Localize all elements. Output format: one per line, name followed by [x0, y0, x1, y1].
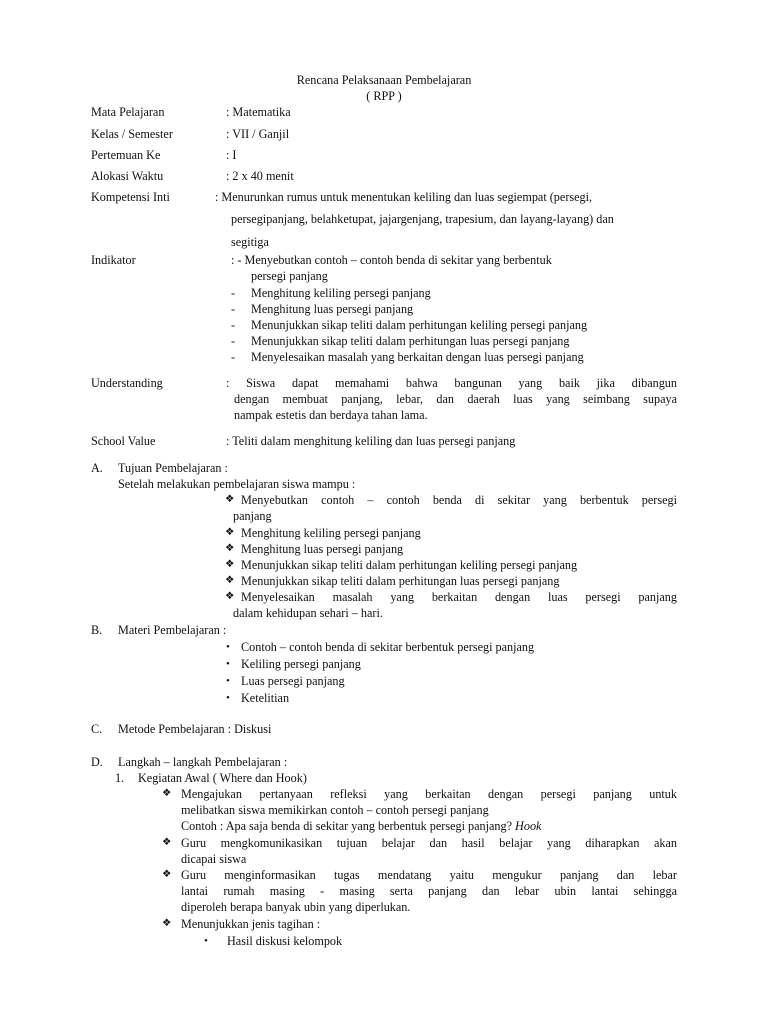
mata-pelajaran-label: Mata Pelajaran: [91, 105, 165, 119]
mata-pelajaran-value: : Matematika: [226, 105, 291, 119]
diamond-bullet-icon: ❖: [162, 869, 172, 880]
diamond-bullet-icon: ❖: [162, 918, 172, 929]
school-value-value: : Teliti dalam menghitung keliling dan luas persegi panjang: [226, 434, 516, 448]
indikator-dash: -: [231, 318, 236, 332]
section-b-title: Materi Pembelajaran :: [118, 623, 227, 637]
section-c-title: Metode Pembelajaran : Diskusi: [118, 722, 272, 736]
section-b-letter: B.: [91, 623, 103, 637]
section-a-letter: A.: [91, 461, 103, 475]
kompetensi-line-2: persegipanjang, belahketupat, jajargenjang, trapesium, dan layang-layang) dan: [231, 212, 614, 226]
kegiatan-item-4: Menunjukkan jenis tagihan :: [181, 917, 321, 931]
understanding-line-2: dengan membuat panjang, lebar, dan daerah luas yang seimbang supaya: [234, 392, 677, 406]
diamond-bullet-icon: ❖: [225, 559, 235, 570]
kelas-label: Kelas / Semester: [91, 127, 173, 141]
kegiatan-item-2-line-2: dicapai siswa: [181, 852, 247, 866]
tujuan-item-3: Menghitung luas persegi panjang: [241, 542, 404, 556]
bullet-icon: •: [226, 675, 230, 687]
indikator-item: Menunjukkan sikap teliti dalam perhitungan luas persegi panjang: [251, 334, 570, 348]
indikator-first-line-1: : - Menyebutkan contoh – contoh benda di sekitar yang berbentuk: [231, 253, 552, 267]
indikator-item: Menyelesaikan masalah yang berkaitan dengan luas persegi panjang: [251, 350, 584, 364]
section-c-letter: C.: [91, 722, 103, 736]
tujuan-item-6-line-2: dalam kehidupan sehari – hari.: [233, 606, 383, 620]
diamond-bullet-icon: ❖: [162, 788, 172, 799]
tujuan-item-2: Menghitung keliling persegi panjang: [241, 526, 421, 540]
kegiatan-awal-title: Kegiatan Awal ( Where dan Hook): [138, 771, 307, 785]
tagihan-item: Hasil diskusi kelompok: [227, 934, 343, 948]
tujuan-item-5: Menunjukkan sikap teliti dalam perhitungan luas persegi panjang: [241, 574, 560, 588]
kegiatan-item-2-line-1: Guru mengkomunikasikan tujuan belajar dan hasil belajar yang diharapkan akan: [181, 836, 677, 850]
contoh-question: Contoh : Apa saja benda di sekitar yang berbentuk persegi panjang?: [181, 819, 512, 833]
document-subtitle: ( RPP ): [366, 89, 402, 103]
diamond-bullet-icon: ❖: [225, 527, 235, 538]
bullet-icon: •: [226, 692, 230, 704]
section-d-title: Langkah – langkah Pembelajaran :: [118, 755, 288, 769]
kegiatan-awal-number: 1.: [115, 771, 125, 785]
kegiatan-item-1-line-3: [181, 818, 541, 834]
materi-item: Luas persegi panjang: [241, 674, 345, 688]
section-a-intro: Setelah melakukan pembelajaran siswa mampu :: [118, 477, 356, 491]
kegiatan-item-3-line-3: diperoleh berapa banyak ubin yang diperlukan.: [181, 900, 411, 914]
indikator-dash: -: [231, 350, 236, 364]
indikator-dash: -: [231, 334, 236, 348]
indikator-first-line-2: persegi panjang: [251, 269, 328, 283]
indikator-item: Menghitung keliling persegi panjang: [251, 286, 431, 300]
kelas-value: : VII / Ganjil: [226, 127, 290, 141]
kegiatan-item-1-line-2: melibatkan siswa memikirkan contoh – contoh persegi panjang: [181, 803, 489, 817]
kegiatan-item-3-line-2: lantai rumah masing - masing serta panjang dan lebar ubin lantai sehingga: [181, 884, 677, 898]
indikator-item: Menunjukkan sikap teliti dalam perhitungan keliling persegi panjang: [251, 318, 588, 332]
tujuan-item-1-line-2: panjang: [233, 509, 272, 523]
pertemuan-label: Pertemuan Ke: [91, 148, 161, 162]
bullet-icon: •: [226, 658, 230, 670]
kegiatan-item-1-line-1: Mengajukan pertanyaan refleksi yang berkaitan dengan persegi panjang untuk: [181, 787, 677, 801]
section-d-letter: D.: [91, 755, 103, 769]
diamond-bullet-icon: ❖: [162, 837, 172, 848]
materi-item: Keliling persegi panjang: [241, 657, 361, 671]
understanding-line-3: nampak estetis dan berdaya tahan lama.: [234, 408, 428, 422]
document-title: Rencana Pelaksanaan Pembelajaran: [296, 73, 472, 87]
diamond-bullet-icon: ❖: [225, 494, 235, 505]
tujuan-item-6-line-1: Menyelesaikan masalah yang berkaitan dengan luas persegi panjang: [241, 590, 677, 604]
understanding-label: Understanding: [91, 376, 163, 390]
tujuan-item-4: Menunjukkan sikap teliti dalam perhitungan keliling persegi panjang: [241, 558, 578, 572]
indikator-dash: -: [231, 286, 236, 300]
kegiatan-item-3-line-1: Guru menginformasikan tugas mendatang yaitu mengukur panjang dan lebar: [181, 868, 677, 882]
indikator-label: Indikator: [91, 253, 136, 267]
kompetensi-label: Kompetensi Inti: [91, 190, 170, 204]
alokasi-label: Alokasi Waktu: [91, 169, 164, 183]
diamond-bullet-icon: ❖: [225, 543, 235, 554]
section-a-title: Tujuan Pembelajaran :: [118, 461, 228, 475]
bullet-icon: •: [226, 641, 230, 653]
pertemuan-value: : I: [226, 148, 237, 162]
bullet-icon: •: [204, 935, 208, 947]
diamond-bullet-icon: ❖: [225, 575, 235, 586]
hook-label: Hook: [515, 819, 542, 833]
school-value-label: School Value: [91, 434, 156, 448]
indikator-dash: -: [231, 302, 236, 316]
understanding-line-1: : Siswa dapat memahami bahwa bangunan yang baik jika dibangun: [226, 376, 677, 390]
indikator-item: Menghitung luas persegi panjang: [251, 302, 414, 316]
kompetensi-line-1: : Menurunkan rumus untuk menentukan keliling dan luas segiempat (persegi,: [215, 190, 593, 204]
diamond-bullet-icon: ❖: [225, 591, 235, 602]
alokasi-value: : 2 x 40 menit: [226, 169, 294, 183]
tujuan-item-1-line-1: Menyebutkan contoh – contoh benda di sekitar yang berbentuk persegi: [241, 493, 677, 507]
materi-item: Contoh – contoh benda di sekitar berbentuk persegi panjang: [241, 640, 535, 654]
kompetensi-line-3: segitiga: [231, 235, 269, 249]
materi-item: Ketelitian: [241, 691, 290, 705]
